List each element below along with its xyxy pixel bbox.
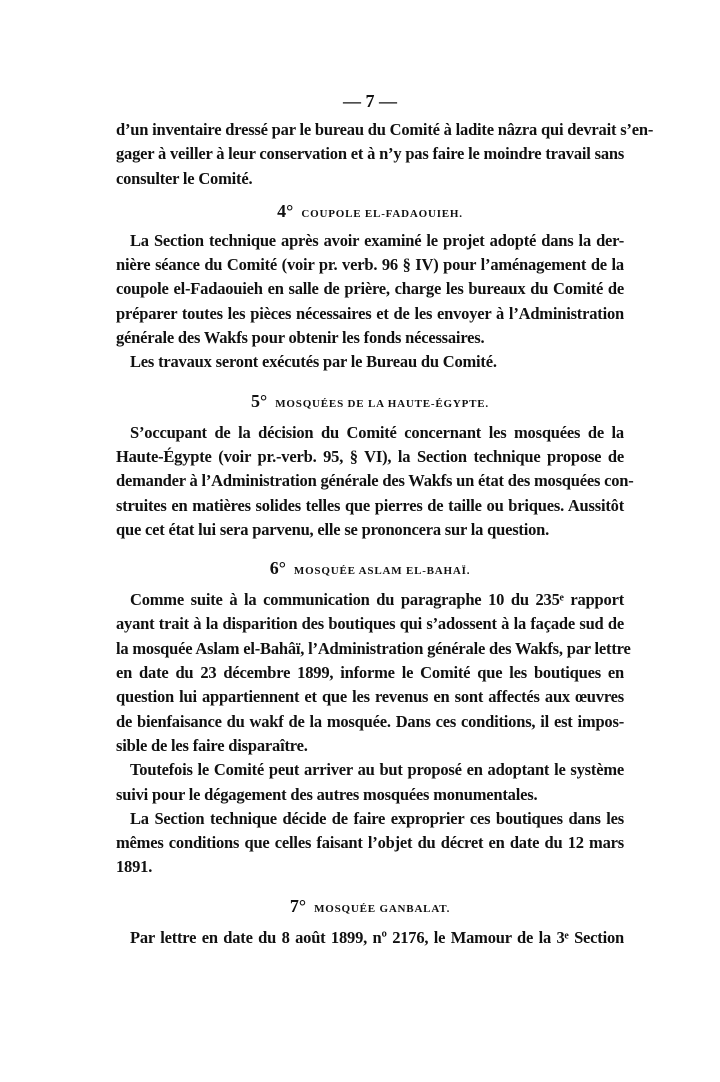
section-title: MOSQUÉES DE LA HAUTE-ÉGYPTE.: [275, 397, 489, 410]
text-line: struites en matières solides telles que pierres de taille ou briques. Aussitôt: [116, 495, 624, 515]
section-number: 4°: [277, 200, 294, 221]
text-line: que cet état lui sera parvenu, elle se prononcera sur la question.: [116, 519, 550, 539]
section-heading: [116, 894, 624, 918]
text-line: question lui appartiennent et que les revenus en sont affectés aux œuvres: [116, 687, 624, 707]
section-heading: [116, 389, 624, 413]
section-title: MOSQUÉE GANBALAT.: [314, 902, 451, 915]
text-line: la mosquée Aslam el-Bahâï, l’Administration générale des Wakfs, par lettre: [116, 638, 631, 658]
section-number: 5°: [251, 390, 268, 411]
text-line: La Section technique décide de faire exproprier ces boutiques dans les: [130, 808, 624, 828]
paragraph: [116, 421, 634, 542]
text-line: Les travaux seront exécutés par le Bureau du Comité.: [130, 352, 497, 372]
text-line: Comme suite à la communication du paragraphe 10 du 235ᵉ rapport: [130, 590, 624, 610]
text-line: consulter le Comité.: [116, 168, 253, 188]
text-line: Toutefois le Comité peut arriver au but proposé en adoptant le système: [130, 760, 624, 780]
text-line: de bienfaisance du wakf de la mosquée. Dans ces conditions, il est impos-: [116, 711, 624, 731]
paragraph: [116, 807, 624, 880]
text-line: 1891.: [116, 857, 153, 877]
text-line: nière séance du Comité (voir pr. verb. 96 § IV) pour l’aménagement de la: [116, 255, 624, 275]
text-line: générale des Wakfs pour obtenir les fonds nécessaires.: [116, 328, 485, 348]
section-heading: [116, 199, 624, 223]
text-line: La Section technique après avoir examiné le projet adopté dans la der-: [130, 230, 624, 250]
page-number: — 7 —: [343, 91, 397, 111]
section-heading: [116, 556, 624, 580]
text-line: S’occupant de la décision du Comité concernant les mosquées de la: [130, 422, 624, 442]
section-number: 6°: [269, 558, 286, 579]
paragraph: [116, 350, 624, 374]
paragraph: [116, 229, 624, 350]
text-line: suivi pour le dégagement des autres mosquées monumentales.: [116, 784, 538, 804]
paragraph: [116, 758, 624, 807]
text-line: Haute-Égypte (voir pr.-verb. 95, § VI), la Section technique propose de: [116, 446, 624, 466]
document-page: [116, 86, 654, 950]
text-line: gager à veiller à leur conservation et à n’y pas faire le moindre travail sans: [116, 144, 625, 164]
section-title: MOSQUÉE ASLAM EL-BAHAÏ.: [293, 565, 471, 578]
paragraph: [116, 926, 624, 950]
text-line: d’un inventaire dressé par le bureau du Comité à ladite nâzra qui devrait s’en-: [116, 120, 654, 139]
text-line: sible de les faire disparaître.: [116, 735, 308, 755]
paragraph: [116, 118, 654, 191]
section-number: 7°: [289, 895, 307, 916]
section-title: COUPOLE EL-FADAOUIEH.: [301, 207, 463, 220]
text-line: mêmes conditions que celles faisant l’objet du décret en date du 12 mars: [116, 833, 624, 853]
text-line: Par lettre en date du 8 août 1899, nº 2176, le Mamour de la 3ᵉ Section: [130, 927, 624, 947]
text-line: coupole el-Fadaouieh en salle de prière, charge les bureaux du Comité de: [116, 279, 624, 299]
paragraph: [116, 588, 631, 758]
text-line: demander à l’Administration générale des Wakfs un état des mosquées con-: [116, 471, 634, 491]
text-line: préparer toutes les pièces nécessaires et de les envoyer à l’Administration: [116, 303, 624, 323]
page-body: [116, 118, 654, 950]
text-line: ayant trait à la disparition des boutiques qui s’adossent à la façade sud de: [116, 614, 624, 634]
text-line: en date du 23 décembre 1899, informe le Comité que les boutiques en: [116, 663, 624, 683]
